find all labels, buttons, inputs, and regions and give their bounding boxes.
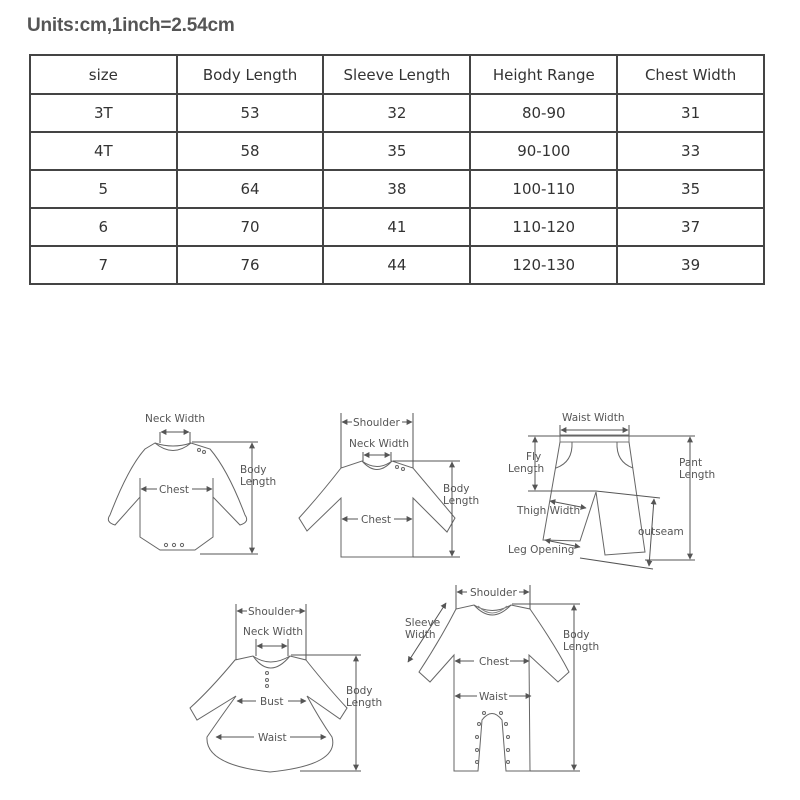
- label-sleeve: Sleeve: [405, 617, 441, 629]
- units-note: Units:cm,1inch=2.54cm: [27, 15, 235, 36]
- label-neck-width: Neck Width: [243, 626, 304, 638]
- cell-body-length: 53: [177, 94, 324, 132]
- label-fly-length: Length: [508, 463, 545, 475]
- cell-chest-width: 33: [617, 132, 764, 170]
- label-waist: Waist: [258, 732, 287, 744]
- cell-body-length: 76: [177, 246, 324, 284]
- column-header-chest-width: Chest Width: [617, 55, 764, 94]
- cell-body-length: 70: [177, 208, 324, 246]
- label-chest: Chest: [479, 656, 510, 668]
- romper-diagram: [408, 585, 580, 771]
- label-length: Length: [563, 641, 600, 653]
- label-length: Length: [443, 495, 480, 507]
- cell-height-range: 110-120: [470, 208, 617, 246]
- label-leg-opening: Leg Opening: [508, 544, 575, 556]
- label-fly: Fly: [526, 451, 542, 463]
- cell-size: 5: [30, 170, 177, 208]
- label-bust: Bust: [260, 696, 284, 708]
- label-body: Body: [240, 464, 267, 476]
- cell-sleeve-length: 44: [323, 246, 470, 284]
- label-waist: Waist: [479, 691, 508, 703]
- label-sleeve-width: Width: [405, 629, 436, 641]
- column-header-sleeve-length: Sleeve Length: [323, 55, 470, 94]
- label-length: Length: [346, 697, 383, 709]
- label-length: Length: [240, 476, 277, 488]
- label-shoulder: Shoulder: [470, 587, 517, 599]
- cell-chest-width: 37: [617, 208, 764, 246]
- cell-sleeve-length: 35: [323, 132, 470, 170]
- label-thigh-width: Thigh Width: [517, 505, 581, 517]
- label-pant-length: Length: [679, 469, 716, 481]
- column-header-body-length: Body Length: [177, 55, 324, 94]
- label-pant: Pant: [679, 457, 703, 469]
- cell-size: 6: [30, 208, 177, 246]
- cell-height-range: 120-130: [470, 246, 617, 284]
- label-body: Body: [563, 629, 590, 641]
- cell-sleeve-length: 41: [323, 208, 470, 246]
- cell-chest-width: 39: [617, 246, 764, 284]
- cell-chest-width: 31: [617, 94, 764, 132]
- cell-size: 7: [30, 246, 177, 284]
- label-neck-width: Neck Width: [145, 413, 206, 425]
- cell-height-range: 80-90: [470, 94, 617, 132]
- label-neck-width: Neck Width: [349, 438, 410, 450]
- cell-size: 3T: [30, 94, 177, 132]
- cell-chest-width: 35: [617, 170, 764, 208]
- label-waist-width: Waist Width: [562, 412, 625, 424]
- cell-size: 4T: [30, 132, 177, 170]
- cell-height-range: 90-100: [470, 132, 617, 170]
- cell-body-length: 64: [177, 170, 324, 208]
- label-chest: Chest: [361, 514, 392, 526]
- label-shoulder: Shoulder: [353, 417, 400, 429]
- label-shoulder: Shoulder: [248, 606, 295, 618]
- column-header-size: size: [30, 55, 177, 94]
- label-body: Body: [346, 685, 373, 697]
- label-body: Body: [443, 483, 470, 495]
- cell-sleeve-length: 38: [323, 170, 470, 208]
- sweater-diagram: [299, 413, 460, 557]
- cell-body-length: 58: [177, 132, 324, 170]
- label-outseam: outseam: [638, 526, 684, 538]
- cell-height-range: 100-110: [470, 170, 617, 208]
- cell-sleeve-length: 32: [323, 94, 470, 132]
- column-header-height-range: Height Range: [470, 55, 617, 94]
- label-chest: Chest: [159, 484, 190, 496]
